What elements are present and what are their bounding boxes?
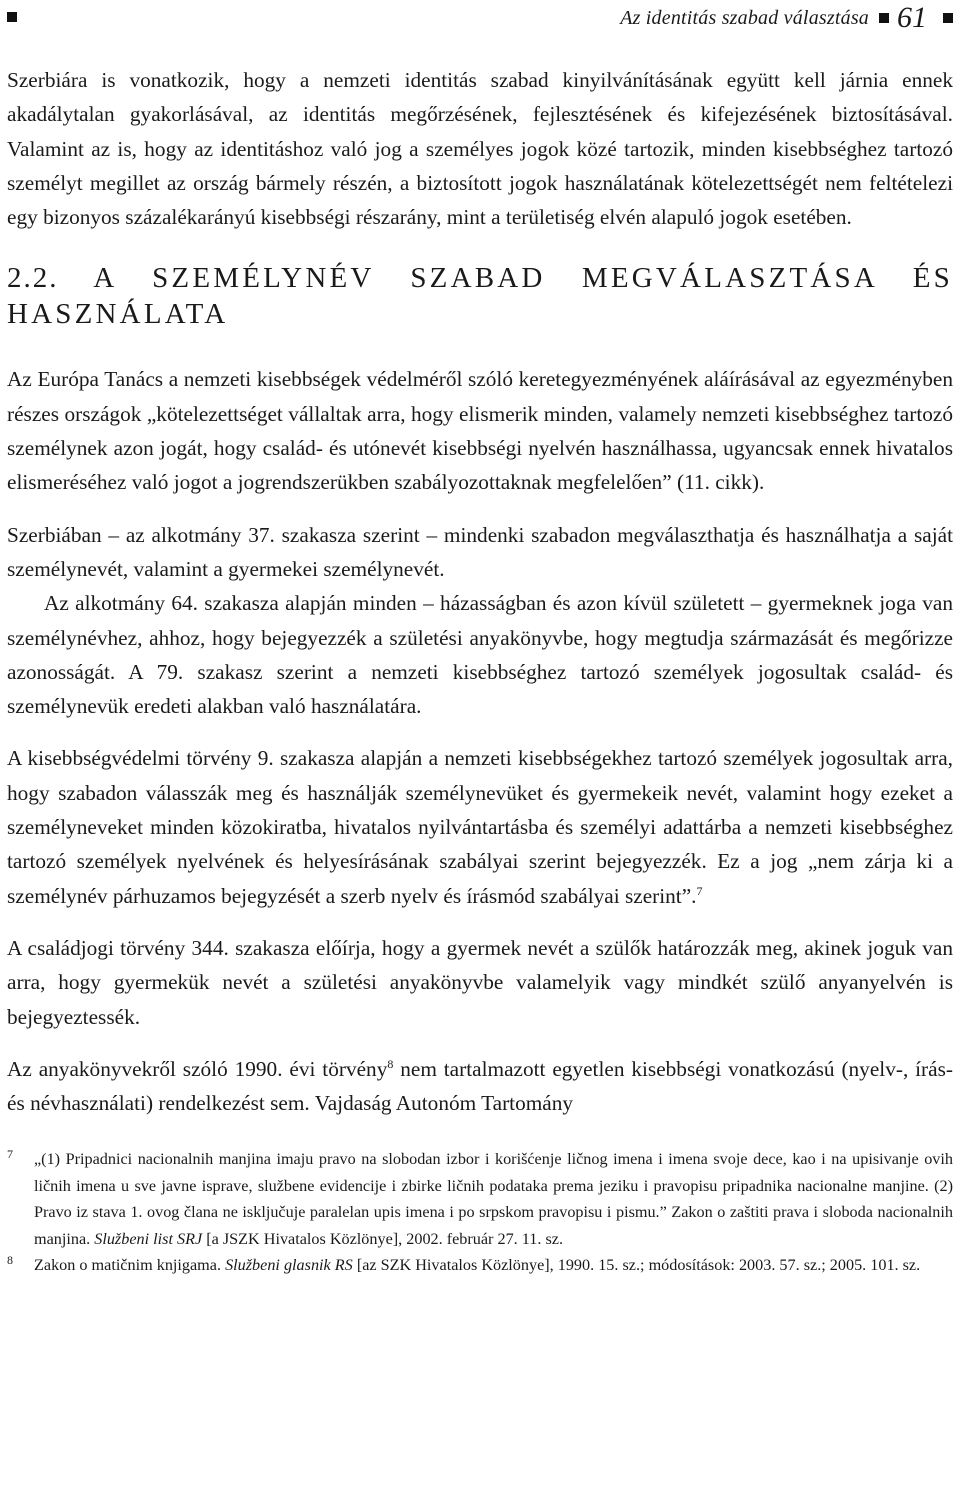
footnote-text: [a JSZK Hivatalos Közlönye], 2002. február 27. 11. sz. <box>202 1229 563 1248</box>
page-number: 61 <box>897 1 927 34</box>
section-heading <box>7 260 953 332</box>
paragraph-text: A kisebbségvédelmi törvény 9. szakasza alapján a nemzeti kisebbségekhez tartozó személyek jogosultak arra, hogy szabadon válasszák meg és használják személynevüket és gyermekeik nevét, valamint hogy ezeket a személyneveket minden közokiratba, hivatalos nyilvántartásba és személyi adattárba a nemzeti kisebbséghez tartozó személyek nyelvének és helyesírásának szabályai szerint bejegyezzék. Ez a jog „nem zárja ki a személynév párhuzamos bejegyzését a szerb nyelv és írásmód szabályai szerint”. <box>7 746 953 908</box>
header-square-marker <box>943 13 953 23</box>
running-title: Az identitás szabad választása <box>620 6 869 29</box>
header-square-marker <box>879 13 889 23</box>
footnotes <box>7 1146 953 1278</box>
paragraph-text: Az anyakönyvekről szóló 1990. évi törvény <box>7 1056 388 1081</box>
header-square-marker <box>7 12 17 22</box>
paragraph <box>7 1052 953 1121</box>
paragraph: Az Európa Tanács a nemzeti kisebbségek védelméről szóló keretegyezményének aláírásával az egyezményben részes országok „kötelezettséget vállaltak arra, hogy elismerik minden, valamely nemzeti kisebbséghez tartozó személynek azon jogát, hogy család- és utónevét kisebbségi nyelvén használhassa, ugyancsak ennek hivatalos elismeréséhez való jogot a jogrendszerükben szabályozottaknak megfelelően” (11. cikk). <box>7 367 953 495</box>
paragraph: Szerbiában – az alkotmány 37. szakasza szerint – mindenki szabadon megválaszthatja és használhatja a saját személynevét, valamint a gyermekei személynevét. <box>7 522 953 581</box>
footnote-text: Zakon o matičnim knjigama. <box>34 1256 226 1275</box>
paragraph: Az alkotmány 64. szakasza alapján minden – házasságban és azon kívül született – gyermeknek joga van személynévhez, ahhoz, hogy bejegyezzék a születési anyakönyvbe, hogy megtudja származását és megőrizze azonosságát. A 79. szakasz szerint a nemzeti kisebbséghez tartozó személyek jogosultak család- és személynevük eredeti alakban való használatára. <box>7 591 953 719</box>
footnote-source-title: Službeni glasnik RS <box>225 1256 353 1275</box>
document-page <box>7 0 953 1278</box>
footnote-text: [az SZK Hivatalos Közlönye], 1990. 15. sz.; módosítások: 2003. 57. sz.; 2005. 101. sz. <box>352 1256 921 1275</box>
section-number: 2.2. <box>7 262 59 295</box>
footnote-text: „(1) Pripadnici nacionalnih manjina imaju pravo na slobodan izbor i korišćenje ličnog imena i imena svoje dece, kao i na upisivanje ovih ličnih imena u sve javne isprave, službene evidencije i zbirke ličnih podataka prema jeziku i pravopisu pripadnika nacionalne manjine. (2) Pravo iz stava 1. ovog člana ne isključuje paralelan upis imena i po srpskom pravopisu i pismu.” Zakon o zaštiti prava i sloboda nacionalnih manjina. <box>34 1150 953 1248</box>
body-text <box>7 63 953 1120</box>
paragraph: Szerbiára is vonatkozik, hogy a nemzeti identitás szabad kinyilvánításának együtt kell járnia ennek akadálytalan gyakorlásával, az identitás megőrzésének, fejlesztésének és kifejezésének biztosításával. Valamint az is, hogy az identitáshoz való jog a személyes jogok közé tartozik, minden kisebbséghez tartozó személyt megillet az ország bármely részén, a biztosított jogok használatának kötelezettségét nem feltételezi egy bizonyos százalékarányú kisebbségi részarány, mint a területiség elvén alapuló jogok esetében. <box>7 68 953 230</box>
running-header <box>7 0 953 36</box>
footnote-mark: 7 <box>7 1147 13 1162</box>
footnote-reference[interactable]: 8 <box>387 1056 394 1071</box>
header-right-group <box>620 0 953 36</box>
paragraph: A családjogi törvény 344. szakasza előírja, hogy a gyermek nevét a szülők határozzák meg, akinek joguk van arra, hogy gyermekük nevét a születési anyakönyvbe valamelyik vagy mindkét szülő anyanyelvén is bejegyeztessék. <box>7 935 953 1029</box>
footnote-mark: 8 <box>7 1253 13 1268</box>
footnote <box>7 1252 953 1278</box>
footnote <box>7 1146 953 1252</box>
section-title: A SZEMÉLYNÉV SZABAD MEGVÁLASZTÁSA ÉS HASZNÁLATA <box>7 262 953 331</box>
footnote-reference[interactable]: 7 <box>696 883 703 898</box>
footnote-source-title: Službeni list SRJ <box>94 1229 203 1248</box>
paragraph-text: nem tartalmazott egyetlen kisebbségi vonatkozású (nyelv-, írás- és névhasználati) rendelkezést sem. Vajdaság Autonóm Tartomány <box>7 1056 953 1116</box>
paragraph <box>7 741 953 912</box>
